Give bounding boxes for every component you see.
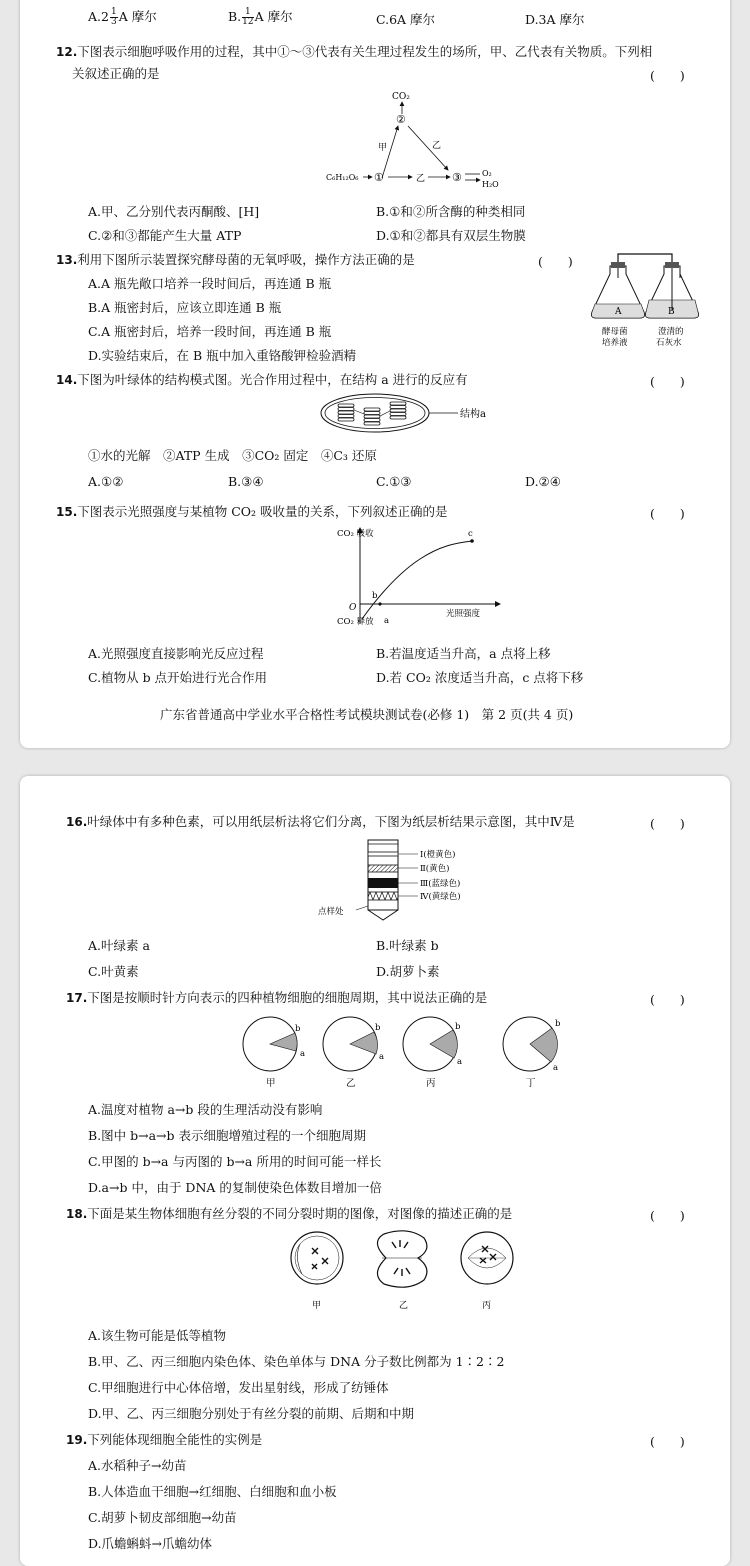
svg-text:a: a	[457, 1057, 463, 1067]
q12-stem-line2: 关叙述正确的是	[72, 66, 160, 81]
point-a-label: a	[384, 616, 390, 626]
q14-answer-paren: ( )	[650, 374, 685, 389]
glucose-label: C₆H₁₂O₆	[326, 173, 359, 182]
band-1-label: Ⅰ(橙黄色)	[420, 850, 456, 860]
q13-option-b: B.A 瓶密封后，应该立即连通 B 瓶	[88, 300, 282, 315]
cell-cycle-circles	[240, 1012, 580, 1092]
q16-stem: 16.叶绿体中有多种色素，可以用纸层析法将它们分离，下图为纸层析结果示意图，其中Ⅳ是	[66, 814, 575, 829]
q16-option-c: C.叶黄素	[88, 964, 139, 979]
co2-top-label: CO₂	[392, 92, 410, 102]
q14-option-b: B.③④	[228, 474, 264, 489]
svg-text:乙: 乙	[346, 1078, 356, 1089]
q14-option-d: D.②④	[525, 474, 561, 489]
q17-option-c: C.甲图的 b→a 与丙图的 b→a 所用的时间可能一样长	[88, 1154, 382, 1169]
x-axis-label: 光照强度	[446, 609, 481, 619]
svg-text:甲: 甲	[312, 1301, 322, 1311]
band-3-label: Ⅲ(蓝绿色)	[420, 879, 461, 889]
o2-label: O₂	[482, 169, 492, 178]
q13-option-c: C.A 瓶密封后，培养一段时间，再连通 B 瓶	[88, 324, 332, 339]
node-2: ②	[396, 113, 406, 126]
svg-text:b: b	[295, 1024, 301, 1034]
q19-option-b: B.人体造血干细胞→红细胞、白细胞和血小板	[88, 1484, 337, 1499]
h2o-label: H₂O	[482, 180, 499, 189]
chloroplast-diagram	[320, 392, 500, 434]
cell-jia	[291, 1232, 343, 1311]
q13-stem: 13.利用下图所示装置探究酵母菌的无氧呼吸，操作方法正确的是	[56, 252, 415, 267]
svg-text:a: a	[553, 1063, 559, 1073]
svg-text:丙: 丙	[482, 1301, 492, 1311]
yeast-apparatus-diagram	[580, 248, 710, 363]
origin-point-label: 点样处	[318, 907, 344, 917]
light-co2-graph	[310, 524, 510, 634]
node-3: ③	[452, 171, 462, 184]
q11-option-b: B. $\frac{1}{12}$ A 摩尔	[228, 7, 293, 27]
flask-b-label: B	[668, 307, 675, 317]
q17-stem: 17.下图是按顺时针方向表示的四种植物细胞的细胞周期，其中说法正确的是	[66, 990, 488, 1005]
svg-text:甲: 甲	[266, 1078, 276, 1089]
origin-label: O	[349, 603, 357, 613]
circle-ding	[503, 1017, 561, 1089]
flask-a-label: A	[615, 307, 622, 317]
q15-option-c: C.植物从 b 点开始进行光合作用	[88, 670, 268, 685]
yi-right-label: 乙	[432, 141, 442, 151]
node-1: ①	[374, 171, 384, 184]
point-c-label: c	[468, 529, 473, 539]
q19-option-d: D.爪蟾蝌蚪→爪蟾幼体	[88, 1536, 213, 1551]
svg-text:a: a	[300, 1049, 306, 1059]
cell-yi	[377, 1231, 426, 1311]
q18-option-a: A.该生物可能是低等植物	[88, 1328, 227, 1343]
q12-stem: 12.下图表示细胞呼吸作用的过程，其中①～③代表有关生理过程发生的场所，甲、乙代表有关物质。下列相	[56, 44, 653, 59]
respiration-diagram	[300, 90, 500, 190]
q15-option-a: A.光照强度直接影响光反应过程	[88, 646, 264, 661]
q14-option-c: C.①③	[376, 474, 412, 489]
q11-option-c: C.6A 摩尔	[376, 12, 436, 27]
q18-option-c: C.甲细胞进行中心体倍增，发出星射线，形成了纺锤体	[88, 1380, 389, 1395]
q19-option-c: C.胡萝卜韧皮部细胞→幼苗	[88, 1510, 237, 1525]
q18-option-d: D.甲、乙、丙三细胞分别处于有丝分裂的前期、后期和中期	[88, 1406, 415, 1421]
q16-answer-paren: ( )	[650, 816, 685, 831]
q19-stem: 19.下列能体现细胞全能性的实例是	[66, 1432, 263, 1447]
y-axis-top-label: CO₂ 吸收	[337, 529, 374, 539]
q15-answer-paren: ( )	[650, 506, 685, 521]
svg-text:b: b	[375, 1023, 381, 1033]
structure-a-label: 结构a	[460, 409, 486, 420]
mitosis-cells-diagram	[282, 1228, 522, 1316]
q19-option-a: A.水稻种子→幼苗	[88, 1458, 187, 1473]
page-footer: 广东省普通高中学业水平合格性考试模块测试卷(必修 1) 第 2 页(共 4 页)	[160, 707, 574, 722]
q16-option-b: B.叶绿素 b	[376, 938, 439, 953]
exam-page-2	[20, 0, 730, 748]
q18-option-b: B.甲、乙、丙三细胞内染色体、染色单体与 DNA 分子数比例都为 1∶2∶2	[88, 1354, 505, 1369]
q19-answer-paren: ( )	[650, 1434, 685, 1449]
flask-a-caption-1: 酵母菌	[602, 327, 628, 337]
cell-bing	[461, 1232, 513, 1311]
q18-stem: 18.下面是某生物体细胞有丝分裂的不同分裂时期的图像，对图像的描述正确的是	[66, 1206, 513, 1221]
circle-yi	[323, 1017, 384, 1089]
q12-option-a: A.甲、乙分别代表丙酮酸、[H]	[88, 204, 260, 219]
q12-option-c: C.②和③都能产生大量 ATP	[88, 228, 242, 243]
q12-answer-paren: ( )	[650, 68, 685, 83]
q14-items: ①水的光解 ②ATP 生成 ③CO₂ 固定 ④C₃ 还原	[88, 448, 377, 463]
q15-option-b: B.若温度适当升高，a 点将上移	[376, 646, 551, 661]
circle-jia	[243, 1017, 305, 1089]
q17-option-d: D.a→b 中，由于 DNA 的复制使染色体数目增加一倍	[88, 1180, 382, 1195]
q17-option-a: A.温度对植物 a→b 段的生理活动没有影响	[88, 1102, 323, 1117]
q11-option-a: A.2 $\frac{1}{3}$ A 摩尔	[88, 7, 157, 27]
flask-b-caption-1: 澄清的	[658, 327, 684, 337]
svg-text:乙: 乙	[399, 1301, 409, 1311]
q15-option-d: D.若 CO₂ 浓度适当升高，c 点将下移	[376, 670, 584, 685]
q17-option-b: B.图中 b→a→b 表示细胞增殖过程的一个细胞周期	[88, 1128, 367, 1143]
chromatography-diagram	[310, 836, 490, 922]
band-2-label: Ⅱ(黄色)	[420, 864, 450, 874]
circle-bing	[403, 1017, 462, 1089]
q11-option-d: D.3A 摩尔	[525, 12, 585, 27]
yi-bottom-label: 乙	[416, 174, 426, 184]
svg-text:b: b	[455, 1022, 461, 1032]
q13-option-a: A.A 瓶先敞口培养一段时间后，再连通 B 瓶	[88, 276, 332, 291]
flask-b-caption-2: 石灰水	[656, 338, 682, 348]
q17-answer-paren: ( )	[650, 992, 685, 1007]
svg-text:丙: 丙	[426, 1078, 436, 1089]
q14-option-a: A.①②	[88, 474, 124, 489]
q12-option-b: B.①和②所含酶的种类相同	[376, 204, 526, 219]
band-4-label: Ⅳ(黄绿色)	[420, 892, 461, 902]
svg-text:a: a	[379, 1052, 385, 1062]
svg-text:丁: 丁	[526, 1078, 536, 1089]
q15-stem: 15.下图表示光照强度与某植物 CO₂ 吸收量的关系，下列叙述正确的是	[56, 504, 448, 519]
q13-option-d: D.实验结束后，在 B 瓶中加入重铬酸钾检验酒精	[88, 348, 357, 363]
flask-a-caption-2: 培养液	[602, 338, 628, 348]
jia-label: 甲	[378, 143, 388, 153]
q12-option-d: D.①和②都具有双层生物膜	[376, 228, 526, 243]
svg-text:b: b	[555, 1019, 561, 1029]
exam-page-3	[20, 776, 730, 1566]
q18-answer-paren: ( )	[650, 1208, 685, 1223]
q14-stem: 14.下图为叶绿体的结构模式图。光合作用过程中，在结构 a 进行的反应有	[56, 372, 468, 387]
q16-option-d: D.胡萝卜素	[376, 964, 440, 979]
y-axis-bottom-label: CO₂ 释放	[337, 617, 374, 627]
point-b-label: b	[372, 591, 378, 601]
q13-answer-paren: ( )	[538, 254, 573, 269]
q16-option-a: A.叶绿素 a	[88, 938, 150, 953]
